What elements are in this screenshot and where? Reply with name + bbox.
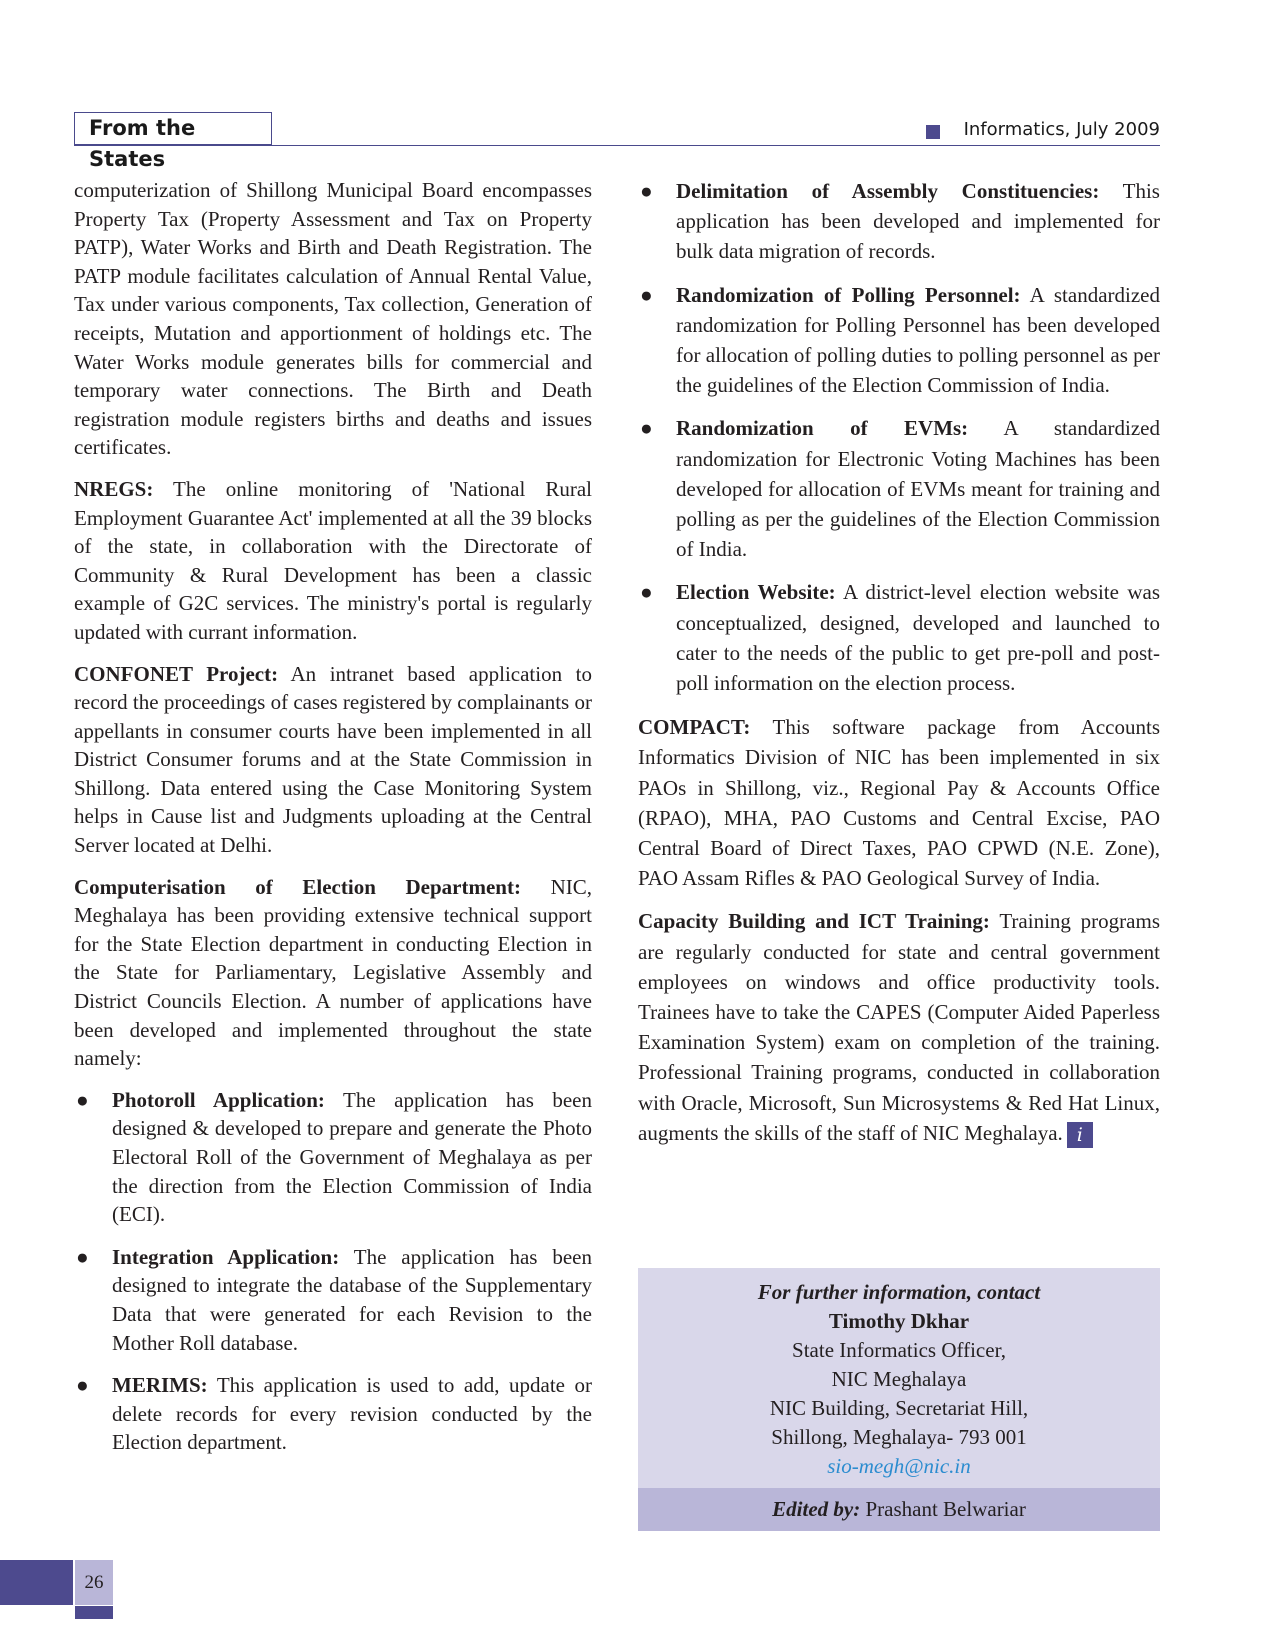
list-item-title: MERIMS: <box>112 1373 208 1398</box>
list-item-title: Election Website: <box>676 580 836 605</box>
bullet-icon: ● <box>640 179 653 203</box>
confonet-title: CONFONET Project: <box>74 661 279 686</box>
list-item-text: A standardized randomization for Electronic Voting Machines has been developed for allocation of EVMs meant for training and polling as per the guidelines of the Election Commission of India. <box>676 416 1160 562</box>
election-title: Computerisation of Election Department: <box>74 874 521 899</box>
page-number: 26 <box>75 1560 113 1605</box>
list-item-text: The application has been designed & developed to prepare and generate the Photo Electoral Roll of the Government of Meghalaya as per the direction from the Election Commission of India (ECI). <box>112 1087 592 1227</box>
contact-box <box>638 1268 1160 1488</box>
municipal-paragraph: computerization of Shillong Municipal Board encompasses Property Tax (Property Assessment and Tax on Property PATP), Water Works and Birth and Death Registration. The PATP module facilitates calculation of Annual Rental Value, Tax under various components, Tax collection, Generation of receipts, Mutation and apportionment of holdings etc. The Water Works module generates bills for commercial and temporary water connections. The Birth and Death registration module registers births and deaths and issues certificates. <box>74 178 592 460</box>
election-text: NIC, Meghalaya has been providing extensive technical support for the State Election department in conducting Election in the State for Parliamentary, Legislative Assembly and District Councils Election. A number of applications have been developed and implemented throughout the state namely: <box>74 874 593 1071</box>
bullet-icon: ● <box>76 1087 89 1112</box>
compact-text: This software package from Accounts Informatics Division of NIC has been implemented in six PAOs in Shillong, viz., Regional Pay & Accounts Office (RPAO), MHA, PAO Customs and Central Excise, PAO Central Board of Direct Taxes, PAO CPWD (N.E. Zone), PAO Assam Rifles & PAO Geological Survey of India. <box>638 715 1160 891</box>
contact-address-line2: Shillong, Meghalaya- 793 001 <box>771 1425 1027 1449</box>
left-column <box>74 176 592 1471</box>
contact-address-line1: NIC Building, Secretariat Hill, <box>769 1396 1029 1420</box>
footer-accent-strip <box>75 1606 113 1619</box>
capacity-paragraph <box>638 906 1160 1148</box>
contact-role: State Informatics Officer, <box>792 1338 1006 1362</box>
confonet-text: An intranet based application to record the proceedings of cases registered by complainants or appellants in consumer courts have been implemented in all District Consumer forums and at the State Commission in Shillong. Data entered using the Case Monitoring System helps in Cause list and Judgments uploading at the Central Server located at Delhi. <box>74 661 592 858</box>
editor-name: Prashant Belwariar <box>860 1497 1026 1521</box>
contact-name: Timothy Dkhar <box>828 1309 970 1333</box>
capacity-text: Training programs are regularly conducted for state and central government employees on windows and office productivity tools. Trainees have to take the CAPES (Computer Aided Paperless Examination System) exam on completion of the training. Professional Training programs, conducted in collaboration with Oracle, Microsoft, Sun Microsystems & Red Hat Linux, augments the skills of the staff of NIC Meghalaya. <box>638 909 1160 1145</box>
election-app-list-continued <box>638 176 1160 698</box>
list-item-title: Photoroll Application: <box>112 1087 325 1112</box>
contact-org: NIC Meghalaya <box>831 1367 967 1391</box>
list-item <box>638 413 1160 564</box>
election-paragraph <box>74 873 592 1073</box>
list-item <box>74 1371 592 1457</box>
issue-label: Informatics, July 2009 <box>963 119 1160 140</box>
right-column <box>638 176 1160 1161</box>
list-item <box>638 176 1160 267</box>
list-item <box>74 1086 592 1229</box>
confonet-paragraph <box>74 660 592 860</box>
info-icon: i <box>1067 1122 1093 1148</box>
footer-accent-bar <box>0 1560 73 1605</box>
contact-heading: For further information, contact <box>757 1280 1041 1304</box>
bullet-icon: ● <box>76 1244 89 1269</box>
list-item-text: This application is used to add, update or delete records for every revision conducted by the Election department. <box>112 1373 592 1455</box>
compact-paragraph <box>638 712 1160 893</box>
nregs-text: The online monitoring of 'National Rural Employment Guarantee Act' implemented at all the 39 blocks of the state, in collaboration with the Directorate of Community & Rural Development has been a classic example of G2C services. The ministry's portal is regularly updated with currant information. <box>74 476 592 644</box>
header-square-icon <box>926 125 940 139</box>
nregs-title: NREGS: <box>74 476 154 501</box>
list-item <box>638 280 1160 401</box>
bullet-icon: ● <box>640 580 653 605</box>
list-item <box>638 577 1160 698</box>
compact-title: COMPACT: <box>638 715 751 740</box>
list-item-text: A district-level election website was conceptualized, designed, developed and launched to cater to the needs of the public to get pre-poll and post-poll information on the election process. <box>676 580 1161 696</box>
list-item-title: Delimitation of Assembly Constituencies: <box>676 179 1100 203</box>
list-item-title: Randomization of EVMs: <box>676 416 969 441</box>
bullet-icon: ● <box>640 282 653 307</box>
bullet-icon: ● <box>76 1373 89 1398</box>
contact-email-link[interactable]: sio-megh@nic.in <box>827 1454 971 1478</box>
list-item-title: Randomization of Polling Personnel: <box>676 282 1021 307</box>
list-item-text: The application has been designed to integrate the database of the Supplementary Data that were generated for each Revision to the Mother Roll database. <box>112 1244 592 1355</box>
list-item-title: Integration Application: <box>112 1244 340 1269</box>
section-title: From the States <box>74 112 272 145</box>
nregs-paragraph <box>74 475 592 647</box>
edited-by-label: Edited by: <box>772 1497 861 1521</box>
bullet-icon: ● <box>640 416 653 441</box>
edited-by-bar <box>638 1488 1160 1531</box>
list-item <box>74 1243 592 1357</box>
capacity-title: Capacity Building and ICT Training: <box>638 909 990 934</box>
election-app-list <box>74 1086 592 1457</box>
list-item-text: This application has been developed and implemented for bulk data migration of records. <box>676 179 1160 264</box>
list-item-text: A standardized randomization for Polling Personnel has been developed for allocation of polling duties to polling personnel as per the guidelines of the Election Commission of India. <box>676 282 1160 398</box>
header-rule <box>74 145 1160 146</box>
